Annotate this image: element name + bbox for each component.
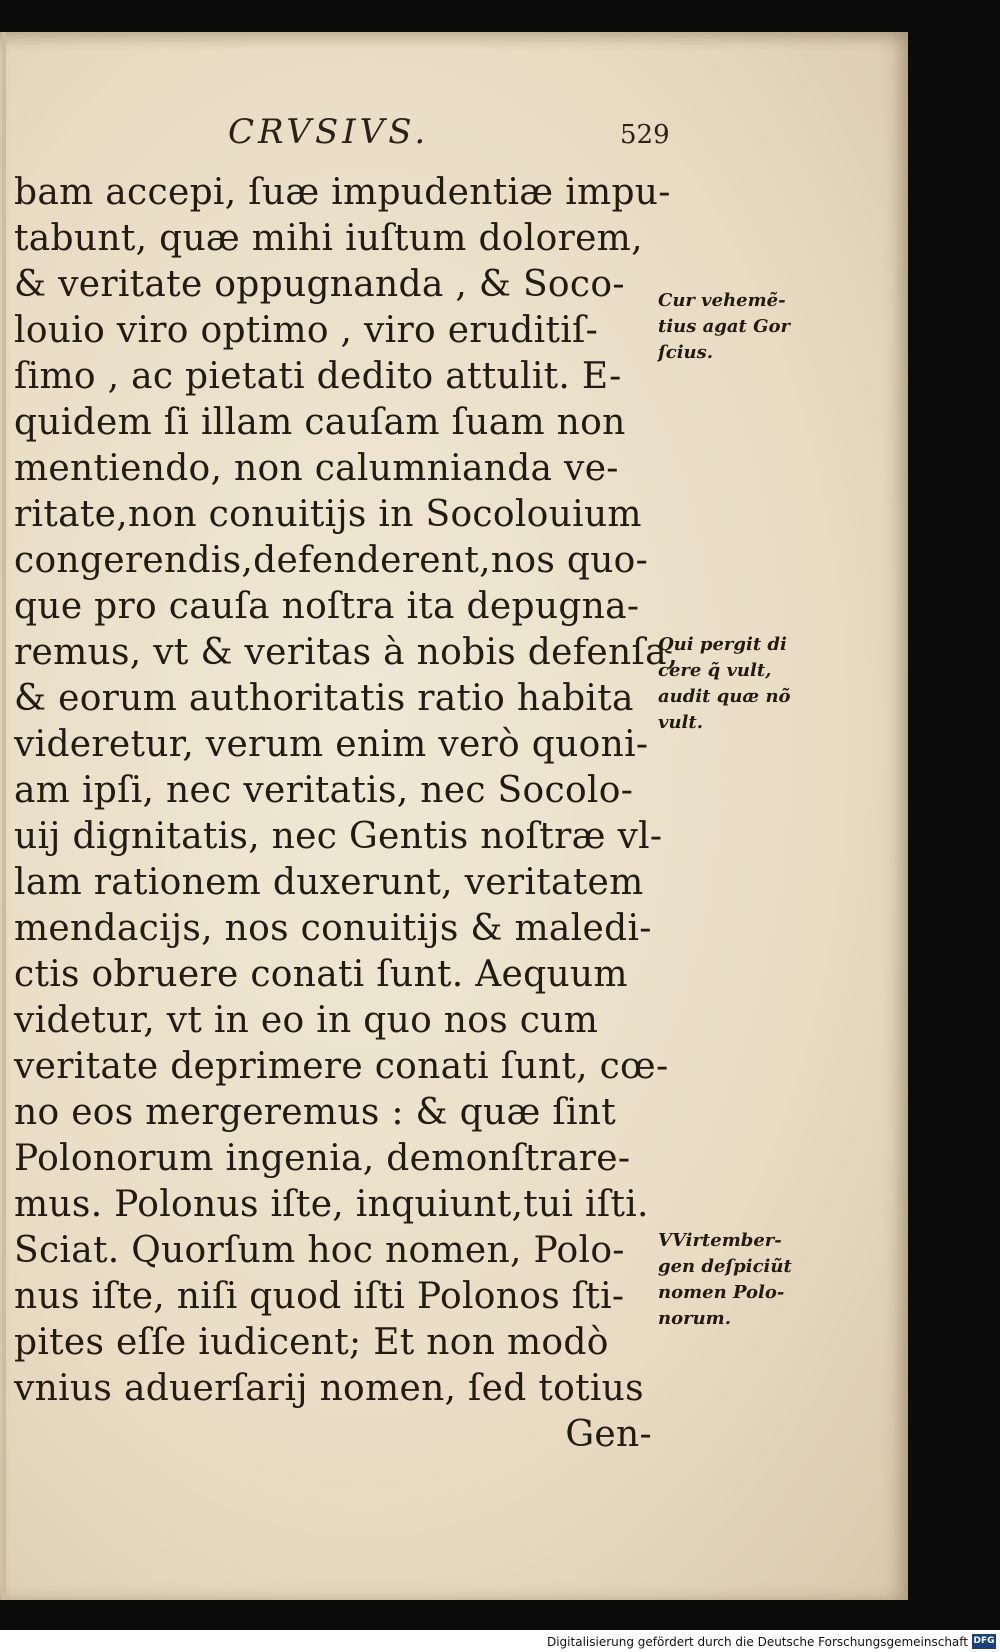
text-line: que pro cauſa noſtra ita depugna- xyxy=(14,586,640,627)
text-line: am ipſi, nec veritatis, nec Socolo- xyxy=(14,770,634,811)
text-line: remus, vt & veritas à nobis defenſa, xyxy=(14,632,679,673)
marginal-note-line: vult. xyxy=(658,712,703,733)
text-line: ſimo , ac pietati dedito attulit. E- xyxy=(14,356,622,397)
marginal-note-line: Cur vehemẽ- xyxy=(658,290,786,311)
footer-bar xyxy=(0,1630,1000,1652)
text-line: videtur, vt in eo in quo nos cum xyxy=(14,1000,599,1041)
text-line: mentiendo, non calumnianda ve- xyxy=(14,448,619,489)
text-line: vnius aduerſarij nomen, ſed totius xyxy=(14,1368,644,1409)
marginal-note-line: cere q̃ vult, xyxy=(658,660,772,681)
marginal-note-qui-pergit xyxy=(658,632,808,736)
text-line: & veritate oppugnanda , & Soco- xyxy=(14,264,625,305)
marginal-note-wirtemberg xyxy=(658,1228,808,1332)
page-edge xyxy=(2,32,6,1600)
marginal-note-line: tius agat Gor xyxy=(658,316,790,337)
text-line: tabunt, quæ mihi iuſtum dolorem, xyxy=(14,218,643,259)
text-line: bam accepi, ſuæ impudentiæ impu- xyxy=(14,172,671,213)
funding-credit: Digitalisierung gefördert durch die Deutsche Forschungsgemeinschaft xyxy=(546,1635,968,1649)
dfg-logo: DFG xyxy=(972,1634,996,1649)
text-line: ritate,non conuitijs in Socolouium xyxy=(14,494,642,535)
marginal-note-gorscius xyxy=(658,288,808,366)
text-line: congerendis,defenderent,nos quo- xyxy=(14,540,649,581)
marginal-note-line: VVirtember- xyxy=(658,1230,782,1251)
body-text xyxy=(14,170,679,1458)
text-line: ctis obruere conati ſunt. Aequum xyxy=(14,954,628,995)
marginal-note-line: audit quæ nõ xyxy=(658,686,791,707)
page-number: 529 xyxy=(620,120,670,150)
text-line: videretur, verum enim verò quoni- xyxy=(14,724,649,765)
catchword: Gen- xyxy=(565,1414,652,1455)
text-line: mendacijs, nos conuitijs & maledi- xyxy=(14,908,652,949)
text-line: lam rationem duxerunt, veritatem xyxy=(14,862,644,903)
text-line: Polonorum ingenia, demonſtrare- xyxy=(14,1138,631,1179)
marginal-note-line: gen deſpiciũt xyxy=(658,1256,792,1277)
marginal-note-line: Qui pergit di xyxy=(658,634,787,655)
running-title: CRVSIVS. xyxy=(228,112,430,152)
text-line: nus iſte, niſi quod iſti Polonos ſti- xyxy=(14,1276,625,1317)
marginal-note-line: nomen Polo- xyxy=(658,1282,785,1303)
text-line: louio viro optimo , viro eruditiſ- xyxy=(14,310,599,351)
marginal-note-line: norum. xyxy=(658,1308,731,1329)
text-line: pites eſſe iudicent; Et non modò xyxy=(14,1322,609,1363)
text-line: uij dignitatis, nec Gentis noſtræ vl- xyxy=(14,816,663,857)
text-line: mus. Polonus iſte, inquiunt,tui iſti. xyxy=(14,1184,649,1225)
text-line: quidem ſi illam cauſam ſuam non xyxy=(14,402,626,443)
marginal-note-line: ſcius. xyxy=(658,342,714,363)
text-line: no eos mergeremus : & quæ ſint xyxy=(14,1092,617,1133)
text-line: veritate deprimere conati ſunt, cœ- xyxy=(14,1046,669,1087)
text-line: & eorum authoritatis ratio habita xyxy=(14,678,634,719)
text-line: Sciat. Quorſum hoc nomen, Polo- xyxy=(14,1230,625,1271)
